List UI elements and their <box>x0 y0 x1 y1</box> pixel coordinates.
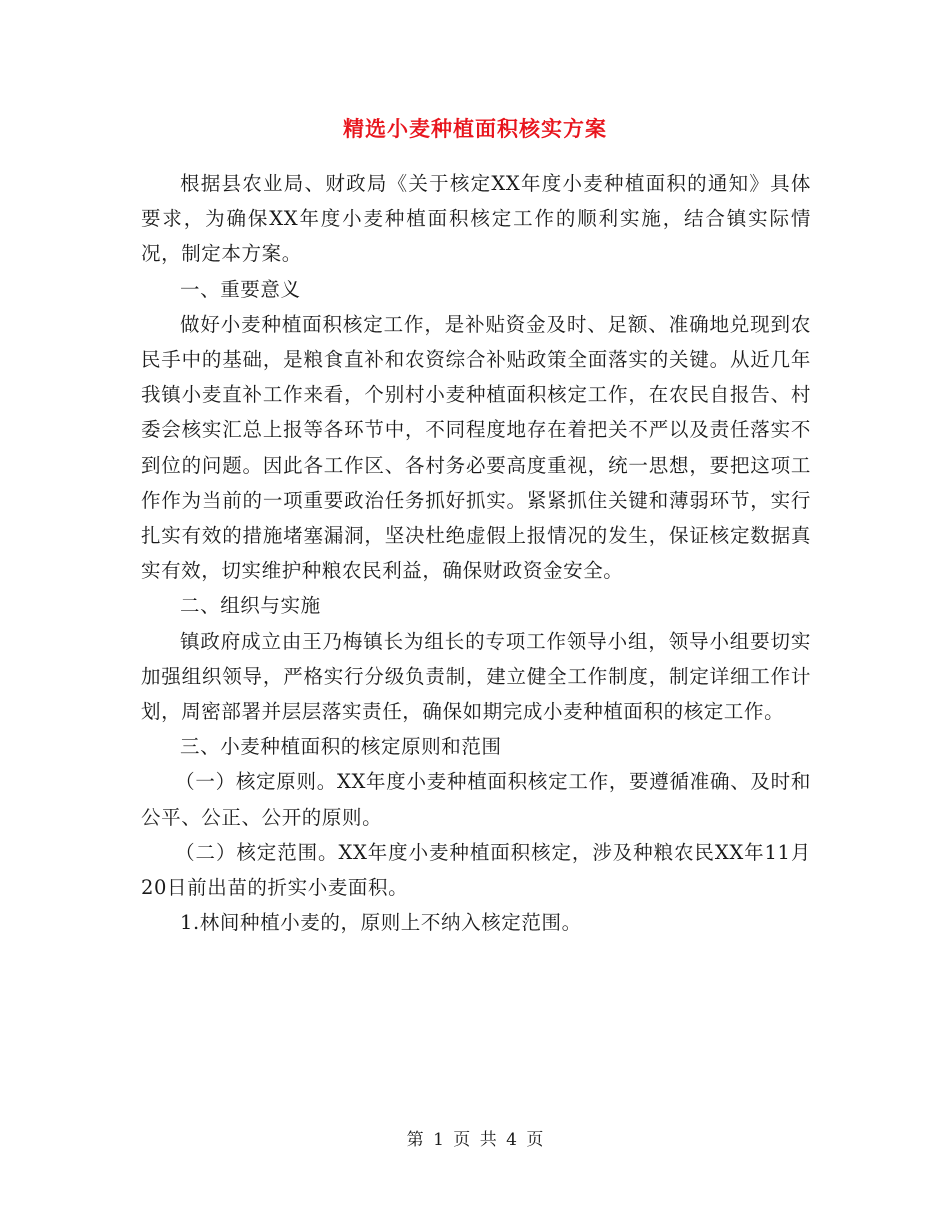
scope-paragraph: （二）核定范围。XX年度小麦种植面积核定，涉及种粮农民XX年11月20日前出苗的折实小麦面积。 <box>141 840 811 900</box>
list-item-1: 1.林间种植小麦的，原则上不纳入核定范围。 <box>180 911 582 935</box>
section-heading-2: 二、组织与实施 <box>180 594 321 618</box>
section-heading-3: 三、小麦种植面积的核定原则和范围 <box>180 735 502 759</box>
document-title: 精选小麦种植面积核实方案 <box>343 116 607 141</box>
principle-paragraph: （一）核定原则。XX年度小麦种植面积核定工作，要遵循准确、及时和公平、公正、公开的原则。 <box>141 770 811 829</box>
section-heading-1: 一、重要意义 <box>180 277 301 301</box>
section-paragraph-1: 做好小麦种植面积核定工作，是补贴资金及时、足额、准确地兑现到农民手中的基础，是粮食直补和农资综合补贴政策全面落实的关键。从近几年我镇小麦直补工作来看，个别村小麦种植面积核定工作，在农民自报告、村委会核实汇总上报等各环节中，不同程度地存在着把关不严以及责任落实不到位的问题。因此各工作区、各村务必要高度重视，统一思想，要把这项工作作为当前的一项重要政治任务抓好抓实。紧紧抓住关键和薄弱环节，实行扎实有效的措施堵塞漏洞，坚决杜绝虚假上报情况的发生，保证核定数据真实有效，切实维护种粮农民利益，确保财政资金安全。 <box>141 312 811 583</box>
section-paragraph-2: 镇政府成立由王乃梅镇长为组长的专项工作领导小组，领导小组要切实加强组织领导，严格实行分级负责制，建立健全工作制度，制定详细工作计划，周密部署并层层落实责任，确保如期完成小麦种植面积的核定工作。 <box>141 629 811 724</box>
page-number-footer: 第 1 页 共 4 页 <box>406 1130 544 1150</box>
document-body <box>141 166 811 940</box>
intro-paragraph: 根据县农业局、财政局《关于核定XX年度小麦种植面积的通知》具体要求，为确保XX年度小麦种植面积核定工作的顺利实施，结合镇实际情况，制定本方案。 <box>141 172 811 266</box>
